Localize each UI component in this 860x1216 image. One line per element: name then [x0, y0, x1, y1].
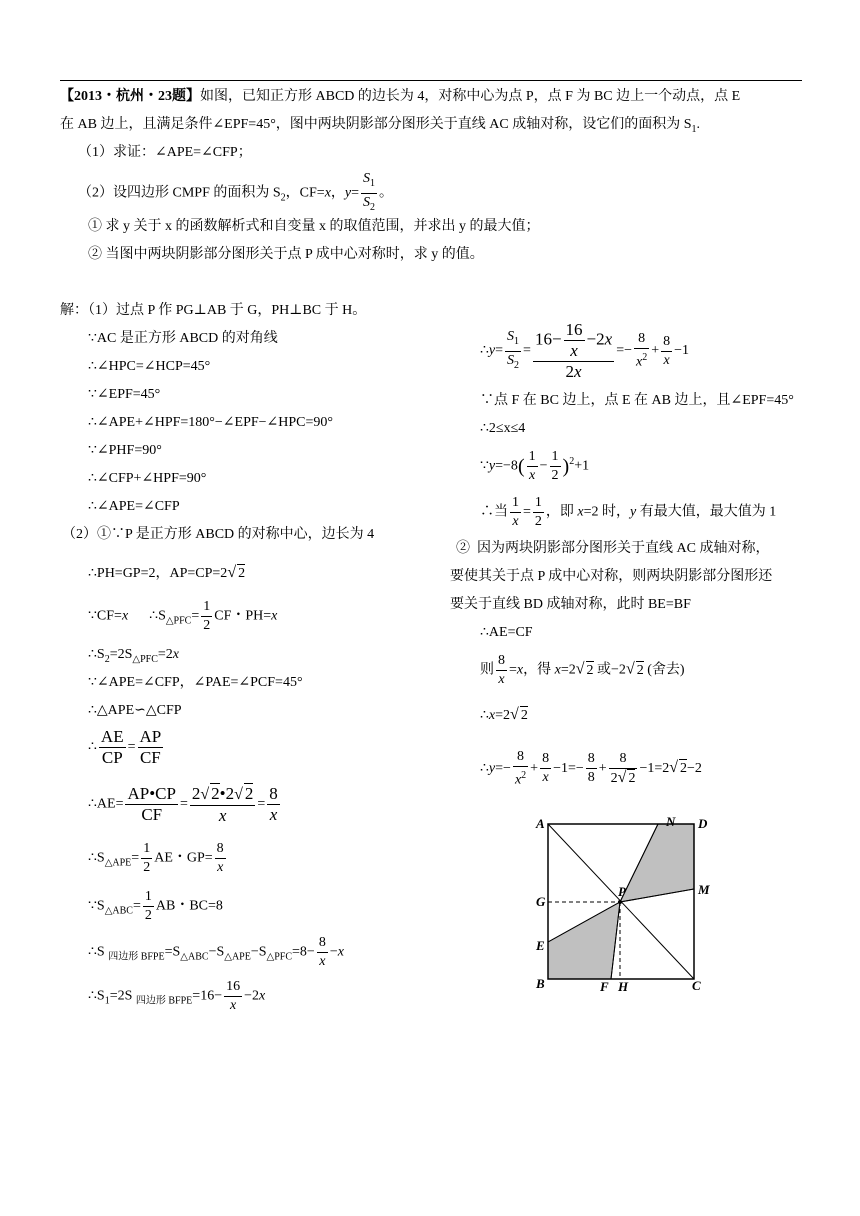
problem-line-2: 在 AB 边上，且满足条件∠EPF=45°，图中两块阴影部分图形关于直线 AC 成轴对称，设它们的面积为 $S_1$. [60, 117, 701, 135]
sol-left-1: 解：（1）过点 P 作 PG⊥AB 于 G，PH⊥BC 于 H。 [60, 303, 367, 318]
label-c: C [692, 978, 701, 993]
problem-line-1: 【2013・杭州・23题】如图，已知正方形 ABCD 的边长为 4，对称中心为点 P，点 F 为 BC 边上一个动点，点 E [60, 89, 741, 104]
label-d: D [698, 816, 708, 831]
problem-sub-2: ② 当图中两块阴影部分图形关于点 P 成中心对称时，求 y 的值。 [88, 247, 484, 262]
label-e: E [536, 938, 545, 953]
label-a: A [536, 816, 545, 831]
sol-left-15: ∴AE= $\frac{AP•CP}{CF}$ = $\frac{2√ 2•2√ 2}{x}$ = $\frac{8}{x}$ [88, 784, 278, 825]
sol-left-19: $\therefore S_1=2S$ $_{四边形 BFPE}$=16− $\frac{16}{x}$ −2x [88, 979, 266, 1013]
label-m: M [698, 882, 710, 897]
sol-right-13: ∴y=− $\frac{8}{x^2}$ + $\frac{8}{x}$ −1=− $\frac{8}{8}$ + $\frac{8}{2√ 2}$ −1=2√ 2−2 [480, 749, 702, 788]
problem-sub-1: ① 求 y 关于 x 的函数解析式和自变量 x 的取值范围，并求出 y 的最大值； [88, 219, 540, 234]
shaded-region-top [620, 824, 694, 902]
problem-part-2: （2）设四边形 CMPF 的面积为 $S_2$，CF=x，y= $\frac{S_1}{S_2}$ 。 [78, 171, 394, 213]
sol-right-5: ∵y=−8( $\frac{1}{x}$ − $\frac{1}{2}$ )$^2$+1 [480, 449, 590, 483]
sol-left-18: ∴S $_{四边形 BFPE}=S_{\triangle ABC}-S_{\triangle APE}-S_{\triangle PFC}=8-$ $\frac{8}{x}$ −x [88, 935, 344, 969]
problem-part-1: （1）求证：∠APE=∠CFP； [78, 145, 252, 160]
sol-left-10: ∴PH=GP=2，AP=CP=2√ 2 [88, 564, 246, 581]
sol-right-3: ∵点 F 在 BC 边上，点 E 在 AB 边上，且∠EPF=45° [480, 393, 794, 408]
sol-left-13: ∴△APE∽△CFP [88, 703, 182, 718]
sol-right-7: ② 因为两块阴影部分图形关于直线 AC 成轴对称， [456, 541, 770, 556]
sol-left-16: $\therefore S_{\triangle APE}=$ $\frac{1}{2}$ AE・GP= $\frac{8}{x}$ [88, 841, 224, 875]
label-g: G [536, 894, 546, 909]
sol-left-4: ∵∠EPF=45° [88, 387, 161, 402]
sol-left-3: ∴∠HPC=∠HCP=45° [88, 359, 211, 374]
shaded-region-bottom [548, 902, 620, 979]
problem-title: 【2013・杭州・23题】 [60, 89, 200, 104]
point-p [618, 900, 622, 904]
sol-left-2: ∵AC 是正方形 ABCD 的对角线 [88, 331, 278, 346]
sol-right-1: ∴y= $\frac{S_1}{S_2}$ = 16− $\frac{16}{x}$ −2x 2x =− $\frac{8}{x^2}$ + $\frac{8}{x}$ −1 [480, 320, 690, 381]
sol-left-9: （2）①∵P 是正方形 ABCD 的对称中心，边长为 4 [62, 527, 375, 542]
sol-right-11: 则 $\frac{8}{x}$ =x，得 x=2√ 2 或−2√ 2 (舍去) [480, 653, 685, 687]
square-figure [534, 814, 724, 994]
sol-right-10: ∴AE=CF [480, 625, 533, 640]
sol-left-8: ∴∠APE=∠CFP [88, 499, 180, 514]
label-f: F [600, 979, 609, 994]
sol-left-5: ∴∠APE+∠HPF=180°−∠EPF−∠HPC=90° [88, 415, 333, 430]
sol-left-11: ∵CF=x $\therefore S_{\triangle PFC}=$ $\frac{1}{2}$ CF・PH=x [88, 599, 278, 633]
label-h: H [618, 979, 629, 994]
top-rule [60, 80, 802, 81]
sol-right-6: ∴当 $\frac{1}{x}$ = $\frac{1}{2}$ ，即 x=2 时，y 有最大值，最大值为 1 [480, 495, 777, 529]
label-n: N [666, 814, 676, 829]
label-b: B [536, 976, 545, 991]
sol-right-4: ∴2≤x≤4 [480, 421, 526, 436]
sol-left-12b: ∵∠APE=∠CFP，∠PAE=∠PCF=45° [88, 675, 303, 690]
sol-right-8: 要使其关于点 P 成中心对称，则两块阴影部分图形还 [450, 569, 773, 584]
sol-left-12: $\therefore S_2=2S_{\triangle PFC}=2x$ [88, 647, 179, 665]
sol-left-17: $\because S_{\triangle ABC}=$ $\frac{1}{2}$ AB・BC=8 [88, 889, 223, 923]
sol-right-9: 要关于直线 BD 成轴对称，此时 BE=BF [450, 597, 691, 612]
sol-left-7: ∴∠CFP+∠HPF=90° [88, 471, 207, 486]
sol-right-12: ∴x=2√ 2 [480, 706, 528, 723]
sol-left-14: ∴ $\frac{AE}{CP}$ = $\frac{AP}{CF}$ [88, 727, 162, 767]
label-p: P [618, 884, 626, 899]
sol-left-6: ∵∠PHF=90° [88, 443, 162, 458]
